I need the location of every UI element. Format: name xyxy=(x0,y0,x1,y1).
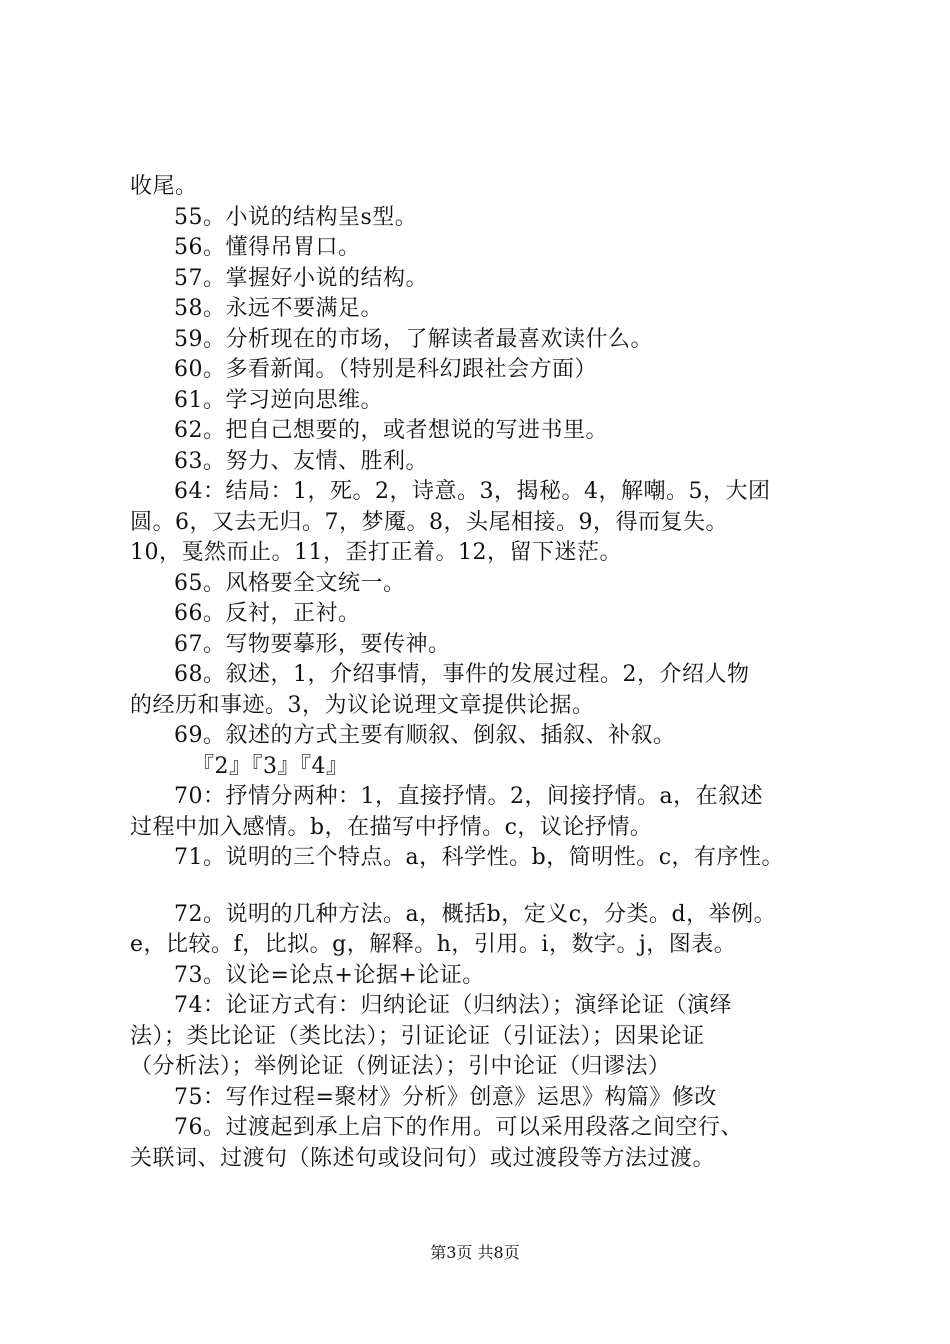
list-item-65: 65。风格要全文统一。 xyxy=(174,570,406,596)
page-body xyxy=(130,172,850,1174)
list-item-69: 69。叙述的方式主要有顺叙、倒叙、插叙、补叙。 xyxy=(174,723,676,748)
list-item-71: 71。说明的三个特点。a，科学性。b，简明性。c，有序性。 xyxy=(174,845,785,870)
list-item-68: 68。叙述，1，介绍事情，事件的发展过程。2，介绍人物 xyxy=(174,662,750,687)
page-number-footer: 第3页 共8页 xyxy=(430,1243,520,1262)
list-item-67: 67。写物要摹形，要传神。 xyxy=(174,631,451,657)
list-item-70-cont: 过程中加入感情。b，在描写中抒情。c，议论抒情。 xyxy=(130,814,653,840)
list-item-57: 57。掌握好小说的结构。 xyxy=(174,265,428,291)
list-item-74-cont: 法）；类比论证（类比法）；引证论证（引证法）；因果论证 xyxy=(130,1023,705,1049)
list-item-61: 61。学习逆向思维。 xyxy=(174,387,383,413)
reference-marks: 『2』『3』『4』 xyxy=(192,753,349,779)
blank-line xyxy=(130,874,850,900)
list-item-64-cont: 10，戛然而止。11，歪打正着。12，留下迷茫。 xyxy=(130,540,622,565)
list-item-66: 66。反衬，正衬。 xyxy=(174,601,361,626)
list-item-60: 60。多看新闻。（特别是科幻跟社会方面） xyxy=(174,357,597,382)
list-item-72-cont: e，比较。f，比拟。g，解释。h，引用。i，数字。j，图表。 xyxy=(130,932,737,957)
list-item-64-cont: 圆。6，又去无归。7，梦魇。8，头尾相接。9，得而复失。 xyxy=(130,509,728,535)
list-item-64: 64：结局：1，死。2，诗意。3，揭秘。4，解嘲。5，大团 xyxy=(174,479,771,504)
list-item-76-cont: 关联词、过渡句（陈述句或设问句）或过渡段等方法过渡。 xyxy=(130,1145,716,1171)
list-item-75: 75：写作过程=聚材》分析》创意》运思》构篇》修改 xyxy=(174,1084,717,1110)
list-item-56: 56。懂得吊胃口。 xyxy=(174,235,361,260)
list-item-73: 73。议论=论点+论据+论证。 xyxy=(174,962,485,988)
list-item-59: 59。分析现在的市场，了解读者最喜欢读什么。 xyxy=(174,326,653,352)
text-line: 收尾。 xyxy=(130,174,198,199)
list-item-74-cont: （分析法）；举例论证（例证法）；引中论证（归谬法） xyxy=(130,1054,671,1079)
list-item-55: 55。小说的结构呈s型。 xyxy=(174,204,418,230)
list-item-72: 72。说明的几种方法。a，概括b，定义c，分类。d，举例。 xyxy=(174,901,777,927)
list-item-74: 74：论证方式有：归纳论证（归纳法）；演绎论证（演绎 xyxy=(174,993,732,1018)
list-item-63: 63。努力、友情、胜利。 xyxy=(174,448,428,474)
list-item-76: 76。过渡起到承上启下的作用。可以采用段落之间空行、 xyxy=(174,1115,743,1140)
list-item-68-cont: 的经历和事迹。3，为议论说理文章提供论据。 xyxy=(130,692,595,718)
list-item-58: 58。永远不要满足。 xyxy=(174,296,383,321)
list-item-62: 62。把自己想要的，或者想说的写进书里。 xyxy=(174,418,608,443)
list-item-70: 70：抒情分两种：1，直接抒情。2，间接抒情。a，在叙述 xyxy=(174,784,764,809)
